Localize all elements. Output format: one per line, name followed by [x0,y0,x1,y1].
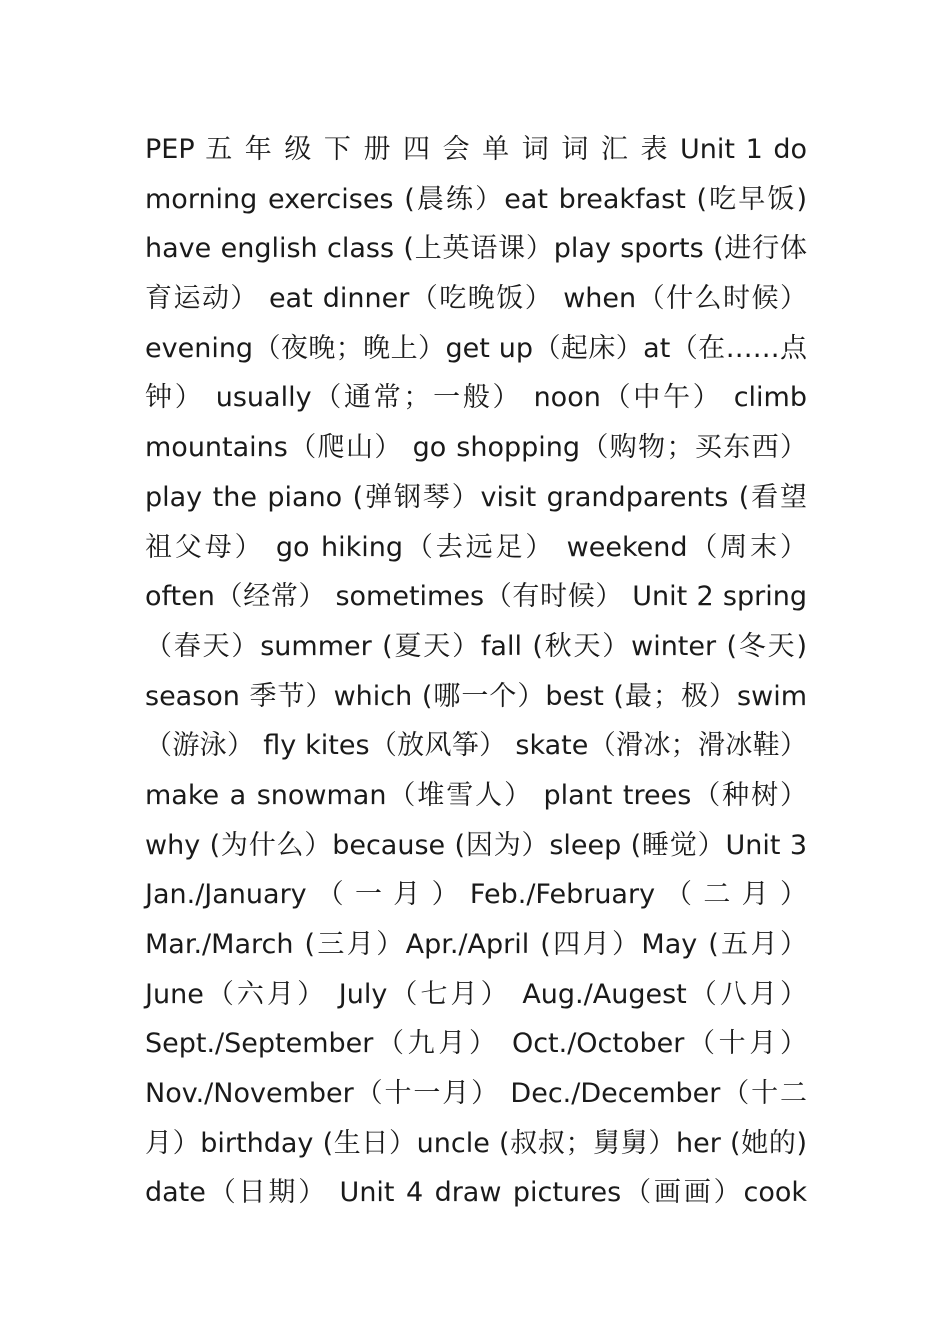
text-line: PEP 五 年 级 下 册 四 会 单 词 词 汇 表 Unit 1 do [145,134,807,165]
text-line: often（经常） sometimes（有时候） Unit 2 spring [145,581,807,613]
text-line: make a snowman（堆雪人） plant trees（种树） [145,779,807,811]
text-line: mountains（爬山） go shopping（购物；买东西） [145,432,807,464]
text-line: play the piano (弹钢琴）visit grandparents (看望 [145,481,807,513]
text-line: date（日期） Unit 4 draw pictures（画画）cook [145,1177,807,1209]
text-line: evening（夜晚；晚上）get up（起床）at（在……点 [145,332,807,364]
text-line: season 季节）which (哪一个）best (最；极）swim [145,680,807,712]
text-line: （春天）summer (夏天）fall (秋天）winter (冬天) [145,630,807,662]
text-line: morning exercises (晨练）eat breakfast (吃早饭) [145,183,807,215]
text-line: 钟） usually（通常；一般） noon（中午） climb [145,382,807,414]
text-line: June（六月） July（七月） Aug./Augest（八月） [145,978,807,1010]
text-line: Nov./November（十一月） Dec./December（十二 [145,1078,807,1110]
text-line: （游泳） fly kites（放风筝） skate（滑冰；滑冰鞋） [145,730,807,762]
text-line: Mar./March (三月）Apr./April (四月）May (五月） [145,929,807,960]
text-line: 祖父母） go hiking（去远足） weekend（周末） [145,531,807,563]
text-line: have english class (上英语课）play sports (进行体 [145,233,807,265]
text-line: Jan./January （ 一 月 ） Feb./February （ 二 月 ） [145,879,807,911]
text-line: why (为什么）because (因为）sleep (睡觉）Unit 3 [145,829,807,861]
text-line: 月）birthday (生日）uncle (叔叔；舅舅）her (她的) [145,1127,807,1159]
vocabulary-text [145,125,807,1218]
text-line: 育运动） eat dinner（吃晚饭） when（什么时候） [145,283,807,315]
text-line: Sept./September（九月） Oct./October（十月） [145,1028,807,1060]
